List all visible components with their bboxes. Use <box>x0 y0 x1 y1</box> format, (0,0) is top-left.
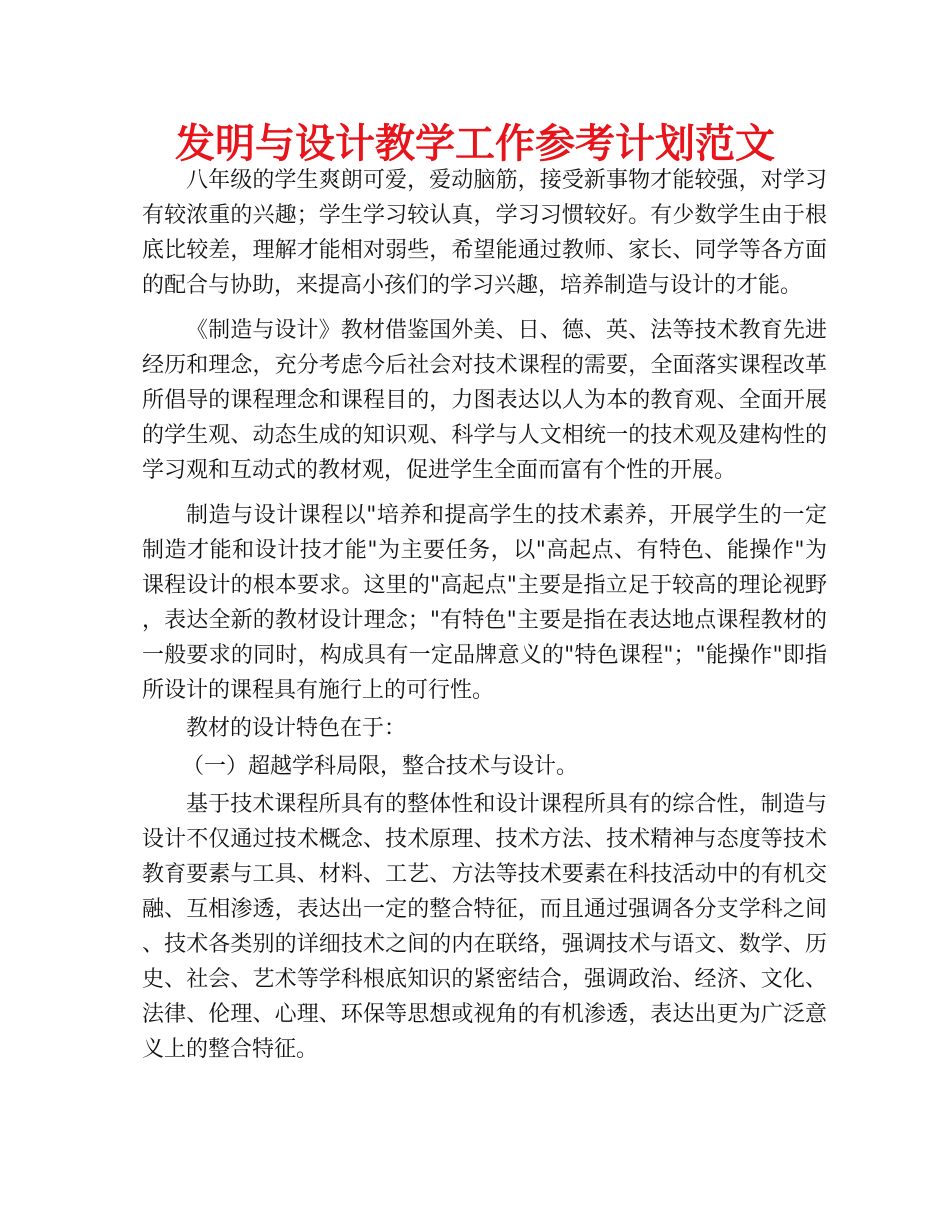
paragraph-course-goals: 制造与设计课程以"培养和提高学生的技术素养，开展学生的一定制造才能和设计技才能"为主要任务，以"高起点、有特色、能操作"为课程设计的根本要求。这里的"高起点"主要是指立足于较高的理论视野，表达全新的教材设计理念；"有特色"主要是指在表达地点课程教材的一般要求的同时，构成具有一定品牌意义的"特色课程"；"能操作"即指所设计的课程具有施行上的可行性。 <box>142 503 827 703</box>
document-title: 发明与设计教学工作参考计划范文 <box>175 121 775 167</box>
paragraph-features-heading: 教材的设计特色在于： <box>186 716 407 741</box>
paragraph-integration: 基于技术课程所具有的整体性和设计课程所具有的综合性，制造与设计不仅通过技术概念、技术原理、技术方法、技术精神与态度等技术教育要素与工具、材料、工艺、方法等技术要素在科技活动中的有机交融、互相渗透，表达出一定的整合特征，而且通过强调各分支学科之间、技术各类别的详细技术之间的内在联络，强调技术与语文、数学、历史、社会、艺术等学科根底知识的紧密结合，强调政治、经济、文化、法律、伦理、心理、环保等思想或视角的有机渗透，表达出更为广泛意义上的整合特征。 <box>142 792 827 1062</box>
paragraph-feature-one: （一）超越学科局限，整合技术与设计。 <box>182 754 579 779</box>
paragraph-intro: 八年级的学生爽朗可爱，爱动脑筋，接受新事物才能较强，对学习有较浓重的兴趣；学生学习较认真，学习习惯较好。有少数学生由于根底比较差，理解才能相对弱些，希望能通过教师、家长、同学等各方面的配合与协助，来提高小孩们的学习兴趣，培养制造与设计的才能。 <box>142 168 827 298</box>
document-body <box>142 163 827 1067</box>
paragraph-textbook: 《制造与设计》教材借鉴国外美、日、德、英、法等技术教育先进经历和理念，充分考虑今后社会对技术课程的需要，全面落实课程改革所倡导的课程理念和课程目的，力图表达以人为本的教育观、全面开展的学生观、动态生成的知识观、科学与人文相统一的技术观及建构性的学习观和互动式的教材观，促进学生全面而富有个性的开展。 <box>142 318 827 483</box>
